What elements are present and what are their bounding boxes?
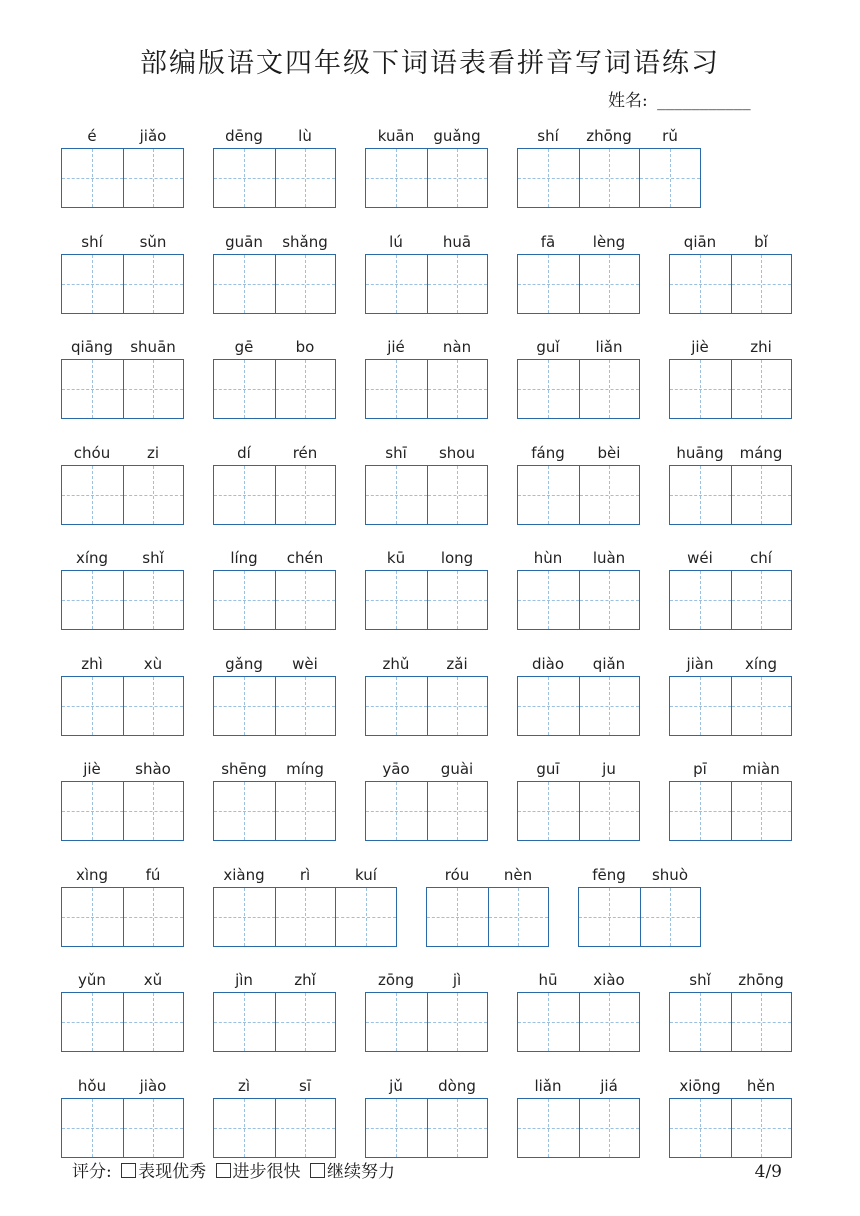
writing-box [213,359,336,419]
tian-zi-cell[interactable] [214,1099,275,1157]
pinyin-label: qiǎn [592,655,626,673]
writing-box [61,465,184,525]
pinyin-label: xíng [744,655,778,673]
tian-zi-cell[interactable] [123,888,184,946]
tian-zi-cell[interactable] [275,149,336,207]
pinyin-label: yāo [382,760,410,778]
pinyin-label: rén [292,444,318,462]
tian-zi-cell[interactable] [123,149,184,207]
pinyin-label: shuò [651,866,688,884]
tian-zi-cell[interactable] [123,255,184,313]
pinyin-label: shou [438,444,475,462]
footer [72,1160,782,1184]
pinyin-label: zhǐ [294,971,316,989]
pinyin-label: kuān [377,127,415,145]
pinyin-label: xù [143,655,163,673]
pinyin-label: hū [538,971,558,989]
tian-zi-cell[interactable] [275,993,336,1051]
pinyin-label: miàn [742,760,780,778]
pinyin-label: shuān [130,338,176,356]
tian-zi-cell[interactable] [639,149,700,207]
tian-zi-cell[interactable] [518,782,579,840]
pinyin-label: jiè [691,338,709,356]
pinyin-label: pī [693,760,707,778]
tian-zi-cell[interactable] [427,571,488,629]
tian-zi-cell[interactable] [731,993,792,1051]
writing-box [365,781,488,841]
writing-box [61,676,184,736]
writing-box [213,148,336,208]
tian-zi-cell[interactable] [579,782,640,840]
pinyin-label: zi [146,444,160,462]
writing-box [669,992,792,1052]
pinyin-label: jì [452,971,462,989]
tian-zi-cell[interactable] [518,360,579,418]
score-option-improving[interactable]: 进步很快 [216,1162,301,1182]
tian-zi-cell[interactable] [731,677,792,735]
name-label: 姓名: [608,91,648,111]
writing-box [61,359,184,419]
tian-zi-cell[interactable] [366,466,427,524]
tian-zi-cell[interactable] [427,782,488,840]
pinyin-label: zì [237,1077,251,1095]
pinyin-label: é [87,127,97,145]
pinyin-label: kuí [355,866,377,884]
tian-zi-cell[interactable] [214,677,275,735]
tian-zi-cell[interactable] [579,677,640,735]
pinyin-label: zhōng [738,971,784,989]
pinyin-label: chóu [73,444,111,462]
pinyin-label: lèng [592,233,626,251]
writing-box [578,887,701,947]
tian-zi-cell[interactable] [214,782,275,840]
tian-zi-cell[interactable] [62,571,123,629]
pinyin-label: zhi [750,338,772,356]
tian-zi-cell[interactable] [427,888,488,946]
pinyin-label: guài [440,760,474,778]
score-label: 评分: [72,1162,112,1182]
tian-zi-cell[interactable] [123,782,184,840]
writing-box [365,570,488,630]
page-title: 部编版语文四年级下词语表看拼音写词语练习 [140,48,720,79]
pinyin-label: jiǎo [139,127,167,145]
writing-box [669,254,792,314]
writing-box [365,992,488,1052]
writing-box [365,148,488,208]
writing-box [426,887,549,947]
tian-zi-cell[interactable] [62,466,123,524]
tian-zi-cell[interactable] [214,466,275,524]
tian-zi-cell[interactable] [214,149,275,207]
tian-zi-cell[interactable] [731,571,792,629]
writing-box [669,676,792,736]
tian-zi-cell[interactable] [366,782,427,840]
tian-zi-cell[interactable] [123,466,184,524]
tian-zi-cell[interactable] [731,360,792,418]
tian-zi-cell[interactable] [275,571,336,629]
writing-box [213,992,336,1052]
pinyin-label: guī [536,760,560,778]
tian-zi-cell[interactable] [579,571,640,629]
tian-zi-cell[interactable] [62,255,123,313]
pinyin-label: shí [81,233,103,251]
tian-zi-cell[interactable] [731,1099,792,1157]
pinyin-label: hǒu [77,1077,107,1095]
tian-zi-cell[interactable] [214,571,275,629]
pinyin-label: sǔn [139,233,167,251]
pinyin-label: wèi [292,655,318,673]
pinyin-label: shī [385,444,407,462]
pinyin-label: jǔ [389,1077,403,1095]
writing-box [365,254,488,314]
tian-zi-cell[interactable] [670,360,731,418]
pinyin-label: xíng [75,549,109,567]
pinyin-label: gǎng [225,655,263,673]
tian-zi-cell[interactable] [335,888,396,946]
pinyin-label: xiào [593,971,625,989]
pinyin-label: liǎn [595,338,623,356]
pinyin-label: huāng [676,444,724,462]
page-number: 4/9 [754,1162,782,1182]
pinyin-label: sī [299,1077,311,1095]
writing-box [365,1098,488,1158]
tian-zi-cell[interactable] [579,1099,640,1157]
pinyin-label: xiàng [223,866,265,884]
tian-zi-cell[interactable] [427,677,488,735]
tian-zi-cell[interactable] [214,888,275,946]
pinyin-label: xǔ [143,971,163,989]
tian-zi-cell[interactable] [640,888,701,946]
tian-zi-cell[interactable] [123,360,184,418]
pinyin-label: fēng [592,866,626,884]
writing-box [517,148,701,208]
tian-zi-cell[interactable] [670,677,731,735]
writing-box [61,781,184,841]
pinyin-label: shǎng [282,233,328,251]
pinyin-label: jiá [600,1077,618,1095]
tian-zi-cell[interactable] [518,255,579,313]
writing-box [669,1098,792,1158]
pinyin-label: fú [145,866,161,884]
pinyin-label: gē [234,338,254,356]
tian-zi-cell[interactable] [731,466,792,524]
tian-zi-cell[interactable] [518,677,579,735]
pinyin-label: zhǔ [382,655,410,673]
writing-box [517,676,640,736]
pinyin-label: long [440,549,474,567]
tian-zi-cell[interactable] [579,360,640,418]
writing-box [213,1098,336,1158]
pinyin-label: luàn [592,549,626,567]
pinyin-label: xìng [75,866,109,884]
writing-box [517,992,640,1052]
tian-zi-cell[interactable] [518,993,579,1051]
tian-zi-cell[interactable] [62,888,123,946]
writing-box [517,570,640,630]
tian-zi-cell[interactable] [123,571,184,629]
writing-box [61,570,184,630]
tian-zi-cell[interactable] [579,255,640,313]
tian-zi-cell[interactable] [579,888,640,946]
tian-zi-cell[interactable] [366,360,427,418]
pinyin-label: líng [230,549,258,567]
pinyin-label: chí [750,549,772,567]
writing-box [365,359,488,419]
tian-zi-cell[interactable] [62,993,123,1051]
tian-zi-cell[interactable] [275,888,336,946]
tian-zi-cell[interactable] [366,993,427,1051]
tian-zi-cell[interactable] [427,255,488,313]
tian-zi-cell[interactable] [62,149,123,207]
pinyin-label: huā [442,233,472,251]
pinyin-label: bo [295,338,315,356]
pinyin-label: guān [225,233,263,251]
pinyin-label: lú [389,233,403,251]
writing-box [213,254,336,314]
tian-zi-cell[interactable] [427,466,488,524]
writing-box [517,465,640,525]
pinyin-label: guǐ [536,338,560,356]
tian-zi-cell[interactable] [670,1099,731,1157]
tian-zi-cell[interactable] [366,571,427,629]
tian-zi-cell[interactable] [214,993,275,1051]
writing-box [669,570,792,630]
tian-zi-cell[interactable] [731,255,792,313]
pinyin-label: shǐ [142,549,164,567]
writing-box [517,254,640,314]
tian-zi-cell[interactable] [670,782,731,840]
pinyin-label: kū [386,549,406,567]
writing-box [61,992,184,1052]
checkbox-icon[interactable] [216,1163,231,1178]
pinyin-label: zōng [377,971,415,989]
writing-box [669,781,792,841]
tian-zi-cell[interactable] [488,888,549,946]
tian-zi-cell[interactable] [366,149,427,207]
pinyin-label: róu [444,866,470,884]
writing-box [669,359,792,419]
name-blank[interactable]: ___________ [657,91,751,111]
pinyin-label: ju [602,760,616,778]
tian-zi-cell[interactable] [366,255,427,313]
writing-box [61,887,184,947]
writing-box [669,465,792,525]
pinyin-label: nèn [503,866,533,884]
tian-zi-cell[interactable] [518,466,579,524]
pinyin-label: fā [540,233,556,251]
tian-zi-cell[interactable] [123,677,184,735]
pinyin-label: guǎng [433,127,481,145]
tian-zi-cell[interactable] [123,1099,184,1157]
tian-zi-cell[interactable] [275,360,336,418]
score-option-keep-trying[interactable]: 继续努力 [310,1162,395,1182]
writing-box [61,148,184,208]
pinyin-label: xiōng [679,1077,721,1095]
tian-zi-cell[interactable] [579,466,640,524]
pinyin-label: bǐ [754,233,768,251]
tian-zi-cell[interactable] [518,571,579,629]
tian-zi-cell[interactable] [366,1099,427,1157]
tian-zi-cell[interactable] [275,1099,336,1157]
pinyin-label: jiè [83,760,101,778]
pinyin-label: dòng [438,1077,476,1095]
pinyin-label: chén [286,549,324,567]
tian-zi-cell[interactable] [62,677,123,735]
writing-box [517,359,640,419]
checkbox-icon[interactable] [121,1163,136,1178]
pinyin-label: fáng [531,444,565,462]
pinyin-label: jiào [139,1077,167,1095]
pinyin-label: shào [135,760,171,778]
pinyin-label: hěn [746,1077,776,1095]
tian-zi-cell[interactable] [214,255,275,313]
pinyin-label: dí [237,444,251,462]
tian-zi-cell[interactable] [731,782,792,840]
tian-zi-cell[interactable] [123,993,184,1051]
writing-box [517,781,640,841]
tian-zi-cell[interactable] [518,1099,579,1157]
tian-zi-cell[interactable] [427,149,488,207]
writing-box [61,1098,184,1158]
tian-zi-cell[interactable] [579,993,640,1051]
writing-box [517,1098,640,1158]
tian-zi-cell[interactable] [62,1099,123,1157]
pinyin-label: liǎn [534,1077,562,1095]
tian-zi-cell[interactable] [62,360,123,418]
tian-zi-cell[interactable] [427,360,488,418]
pinyin-label: jié [387,338,405,356]
pinyin-label: rì [299,866,311,884]
writing-box [61,254,184,314]
tian-zi-cell[interactable] [670,571,731,629]
pinyin-label: shǐ [689,971,711,989]
pinyin-label: wéi [687,549,713,567]
pinyin-label: zǎi [446,655,468,673]
pinyin-label: rǔ [662,127,678,145]
tian-zi-cell[interactable] [579,149,640,207]
tian-zi-cell[interactable] [670,993,731,1051]
pinyin-label: jìn [235,971,253,989]
writing-box [213,676,336,736]
tian-zi-cell[interactable] [366,677,427,735]
tian-zi-cell[interactable] [427,993,488,1051]
pinyin-label: diào [531,655,565,673]
pinyin-label: bèi [597,444,621,462]
pinyin-label: yǔn [78,971,106,989]
tian-zi-cell[interactable] [427,1099,488,1157]
pinyin-label: zhì [81,655,103,673]
tian-zi-cell[interactable] [275,677,336,735]
pinyin-label: nàn [442,338,472,356]
writing-box [213,887,397,947]
checkbox-icon[interactable] [310,1163,325,1178]
tian-zi-cell[interactable] [275,255,336,313]
pinyin-label: qiāng [71,338,113,356]
tian-zi-cell[interactable] [214,360,275,418]
tian-zi-cell[interactable] [275,782,336,840]
writing-box [213,465,336,525]
pinyin-label: shí [537,127,559,145]
tian-zi-cell[interactable] [518,149,579,207]
pinyin-label: jiàn [686,655,714,673]
writing-box [213,570,336,630]
pinyin-label: shēng [221,760,267,778]
pinyin-label: lù [298,127,312,145]
pinyin-label: hùn [533,549,563,567]
pinyin-label: zhōng [586,127,632,145]
tian-zi-cell[interactable] [670,255,731,313]
pinyin-label: míng [286,760,324,778]
pinyin-label: qiān [683,233,717,251]
tian-zi-cell[interactable] [670,466,731,524]
writing-box [213,781,336,841]
pinyin-label: máng [739,444,783,462]
tian-zi-cell[interactable] [62,782,123,840]
tian-zi-cell[interactable] [275,466,336,524]
score-option-excellent[interactable]: 表现优秀 [121,1162,206,1182]
pinyin-label: dēng [225,127,263,145]
writing-box [365,676,488,736]
writing-box [365,465,488,525]
